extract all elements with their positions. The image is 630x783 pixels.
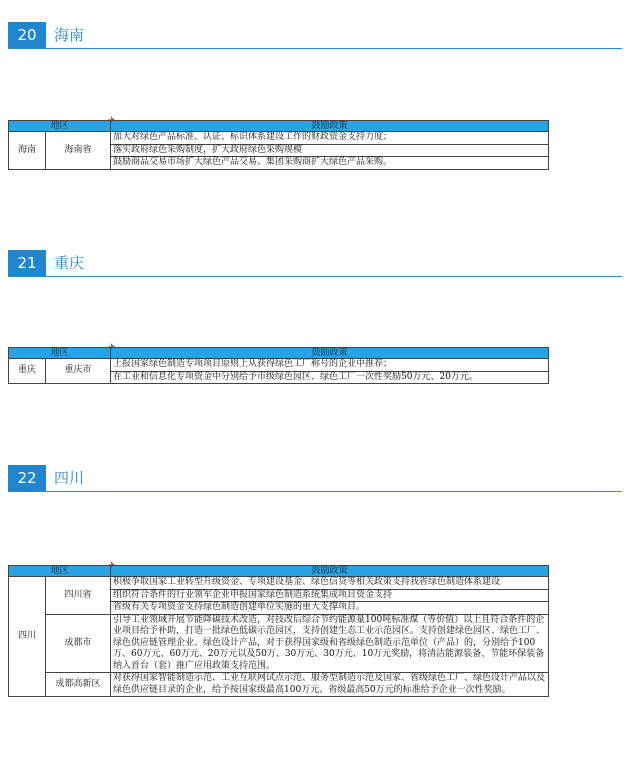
policy-cell: 落实政府绿色采购制度，扩大政府绿色采购规模 xyxy=(111,144,549,157)
header-region: 地区 xyxy=(9,566,111,577)
province-cell: 海南 xyxy=(9,132,46,170)
section-number: 20 xyxy=(8,22,46,48)
section-title: 海南 xyxy=(54,26,85,44)
header-policy xyxy=(108,561,549,577)
header-policy xyxy=(108,343,549,359)
table-header-row xyxy=(9,566,549,577)
plane-icon: ✈ xyxy=(108,116,116,126)
table-row xyxy=(9,132,549,145)
policy-cell: 省级有关专项资金支持绿色制造创建单位实施的重大支撑项目。 xyxy=(111,602,549,615)
header-policy xyxy=(108,116,549,132)
section-number: 22 xyxy=(8,465,46,491)
table-row xyxy=(9,673,549,697)
policy-table-chongqing xyxy=(8,343,549,384)
table-header-row xyxy=(9,348,549,359)
city-cell: 四川省 xyxy=(46,577,111,615)
section-number: 21 xyxy=(8,250,46,276)
table-row xyxy=(9,359,549,372)
header-policy-label: 鼓励政策 xyxy=(311,348,348,358)
policy-cell: 积极争取国家工业转型升级资金、专项建设基金、绿色信贷等相关政策支持我省绿色制造体系建设 xyxy=(111,577,549,590)
plane-icon: ✈ xyxy=(108,343,116,353)
policy-cell: 在工业和信息化专项资金中分别给予市级绿色园区、绿色工厂一次性奖励50万元、20万元。 xyxy=(111,371,549,384)
city-cell: 成都高新区 xyxy=(46,673,111,697)
province-cell: 四川 xyxy=(9,577,46,697)
table-header-row xyxy=(9,121,549,132)
table-row xyxy=(9,577,549,590)
policy-cell: 引导工业领域开展节能降碳技术改造，对技改后综合节约能源量100吨标准煤（等价值）以上且符合条件的企业项目给予补助，打造一批绿色低碳示范园区，支持创建生态工业示范园区。支持创建绿色园区、绿色工厂、绿色供应链管理企业、绿色设计产品，对于获得国家级和省级绿色制造示范单位（产品）的，分别给予100万、60万元、60万元、20万元以及50万、30万元、30万元、10万元奖励，将清洁能源装备、节能环保装备纳入首台（套）推广应用政策支持范围。 xyxy=(111,614,549,673)
header-policy-label: 鼓励政策 xyxy=(311,121,348,131)
header-policy-label: 鼓励政策 xyxy=(311,566,348,576)
policy-table-hainan xyxy=(8,116,549,170)
policy-cell: 鼓励商品交易市场扩大绿色产品交易、集团采购商扩大绿色产品采购。 xyxy=(111,157,549,170)
policy-cell: 组织符合条件的行业领军企业申报国家绿色制造系统集成项目资金支持 xyxy=(111,589,549,602)
section-header-chongqing xyxy=(8,250,622,277)
province-cell: 重庆 xyxy=(9,359,46,384)
policy-cell: 上报国家绿色制造专项项目原则上从获得绿色工厂称号的企业中推荐； xyxy=(111,359,549,372)
plane-icon: ✈ xyxy=(108,561,116,571)
city-cell: 海南省 xyxy=(46,132,111,170)
policy-cell: 对获得国家智能制造示范、工业互联网试点示范、服务型制造示范及国家、省级绿色工厂、绿色设计产品以及绿色供应链目录的企业，给予按国家级最高100万元、省级最高50万元的标准给予企业一次性奖励。 xyxy=(111,673,549,697)
header-region: 地区 xyxy=(9,348,111,359)
section-title: 四川 xyxy=(54,469,85,487)
city-cell: 成都市 xyxy=(46,614,111,673)
section-header-sichuan xyxy=(8,465,622,492)
header-region: 地区 xyxy=(9,121,111,132)
policy-table-sichuan xyxy=(8,561,549,697)
policy-cell: 加大对绿色产品标准、认证、标识体系建设工作的财政资金支持力度； xyxy=(111,132,549,145)
section-header-hainan xyxy=(8,22,622,49)
section-title: 重庆 xyxy=(54,254,85,272)
city-cell: 重庆市 xyxy=(46,359,111,384)
table-row xyxy=(9,614,549,673)
